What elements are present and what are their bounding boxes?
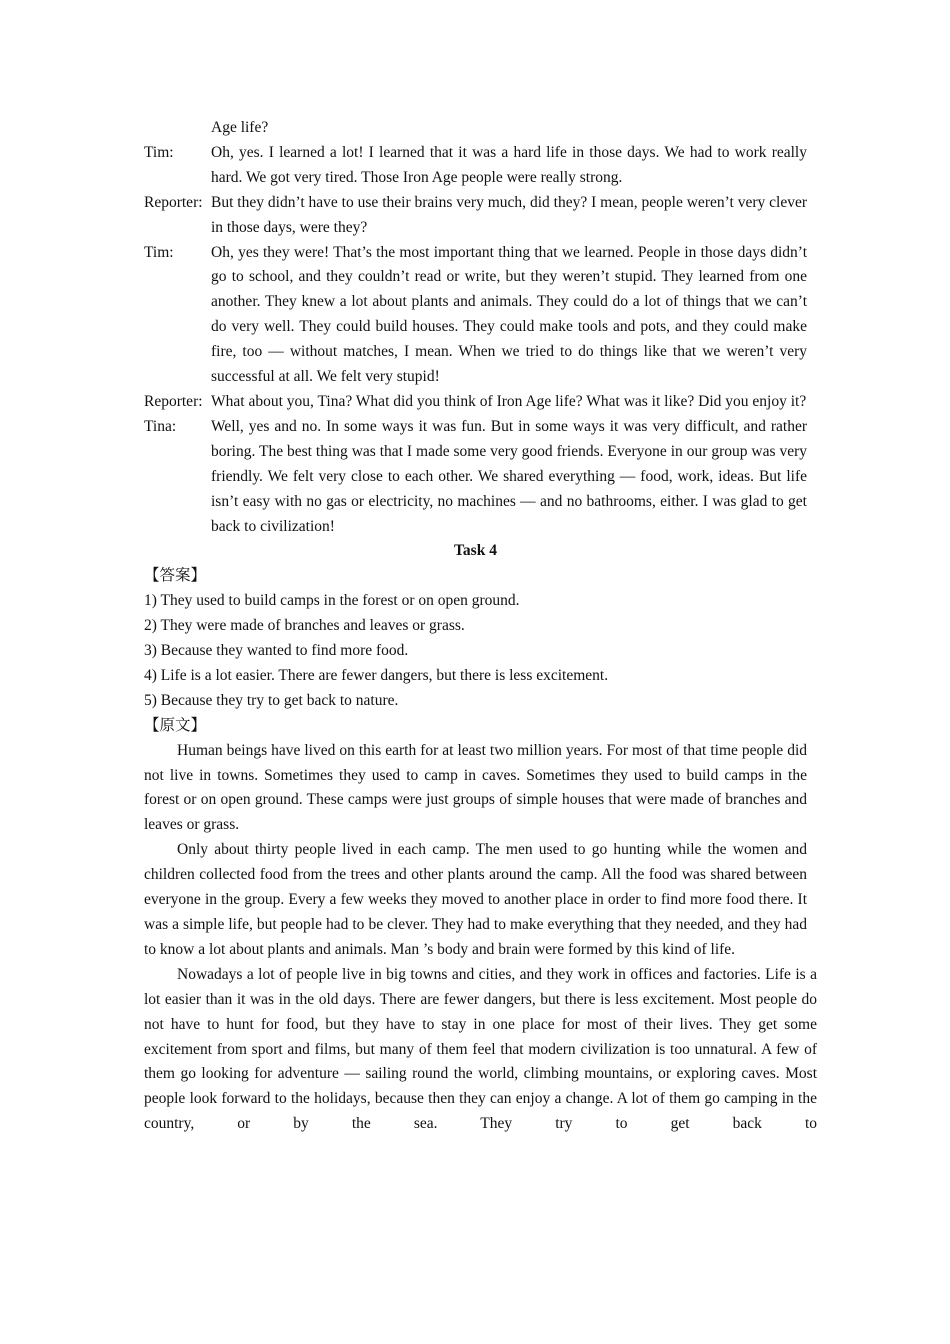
dialogue-line [144, 390, 807, 415]
dialogue-text: But they didn’t have to use their brains very much, did they? I mean, people weren’t very clever in those days, were they? [211, 193, 807, 236]
dialogue-continuation: Age life? [211, 119, 269, 136]
answer-list [144, 589, 807, 714]
answer-item: 4) Life is a lot easier. There are fewer dangers, but there is less excitement. [144, 666, 609, 684]
speaker-name: Tim: [144, 143, 174, 161]
paragraph: Human beings have lived on this earth for at least two million years. For most of that time people did not live in towns. Sometimes they used to camp in caves. Sometimes they used to build camps in the forest or on open ground. These camps were just groups of simple houses that were made of branches and leaves or grass. [144, 741, 807, 834]
speaker-name: Tina: [144, 417, 177, 435]
dialogue-line [144, 415, 807, 540]
paragraph: Nowadays a lot of people live in big towns and cities, and they work in offices and factories. Life is a lot easier than it was in the old days. There are fewer dangers, but there is less excitement. Most people do not have to hunt for food, but they have to stay in one place for most of their lives. They get some excitement from sport and films, but many of them feel that modern civilization is too unnatural. A few of them go looking for adventure — sailing round the world, climbing mountains, or exploring caves. Most people look forward to the holidays, because then they can enjoy a change. A lot of them go camping in the country, or by the sea. They try to get back to [144, 965, 817, 1133]
dialogue-line [144, 241, 807, 390]
speaker-name: Reporter: [144, 392, 203, 410]
source-heading: 【原文】 [144, 716, 207, 734]
answer-item: 1) They used to build camps in the forest or on open ground. [144, 592, 520, 610]
task-title: Task 4 [454, 542, 497, 560]
source-text [144, 739, 817, 1138]
answer-item: 5) Because they try to get back to nature. [144, 691, 399, 709]
document-body [144, 116, 817, 1137]
paragraph: Only about thirty people lived in each camp. The men used to go hunting while the women and children collected food from the trees and other plants around the camp. All the food was shared between everyone in the group. Every a few weeks they moved to another place in order to find more food there. It was a simple life, but people had to be clever. They had to make everything that they needed, and they had to know a lot about plants and animals. Man ’s body and brain were formed by this kind of life. [144, 841, 807, 958]
dialogue-text: Oh, yes. I learned a lot! I learned that it was a hard life in those days. We had to work really hard. We got very tired. Those Iron Age people were really strong. [211, 143, 807, 186]
dialogue [144, 141, 807, 540]
answer-item: 3) Because they wanted to find more food. [144, 642, 409, 660]
speaker-name: Reporter: [144, 193, 203, 211]
dialogue-line [144, 141, 807, 191]
speaker-name: Tim: [144, 243, 174, 261]
dialogue-text: What about you, Tina? What did you think of Iron Age life? What was it like? Did you enjoy it? [211, 392, 807, 410]
dialogue-text: Well, yes and no. In some ways it was fun. But in some ways it was very difficult, and rather boring. The best thing was that I made some very good friends. Everyone in our group was very friendly. We felt very close to each other. We shared everything — food, work, ideas. But life isn’t easy with no gas or electricity, no machines — and no bathrooms, either. I was glad to get back to civilization! [211, 417, 807, 535]
answer-item: 2) They were made of branches and leaves or grass. [144, 617, 465, 635]
dialogue-line [144, 191, 807, 241]
dialogue-text: Oh, yes they were! That’s the most important thing that we learned. People in those days didn’t go to school, and they couldn’t read or write, but they weren’t stupid. They learned from one another. They knew a lot about plants and animals. They could do a lot of things that we can’t do very well. They could build houses. They could make tools and pots, and they could make fire, too — without matches, I mean. When we tried to do things like that we weren’t very successful at all. We felt very stupid! [211, 243, 807, 386]
answer-heading: 【答案】 [144, 567, 207, 585]
